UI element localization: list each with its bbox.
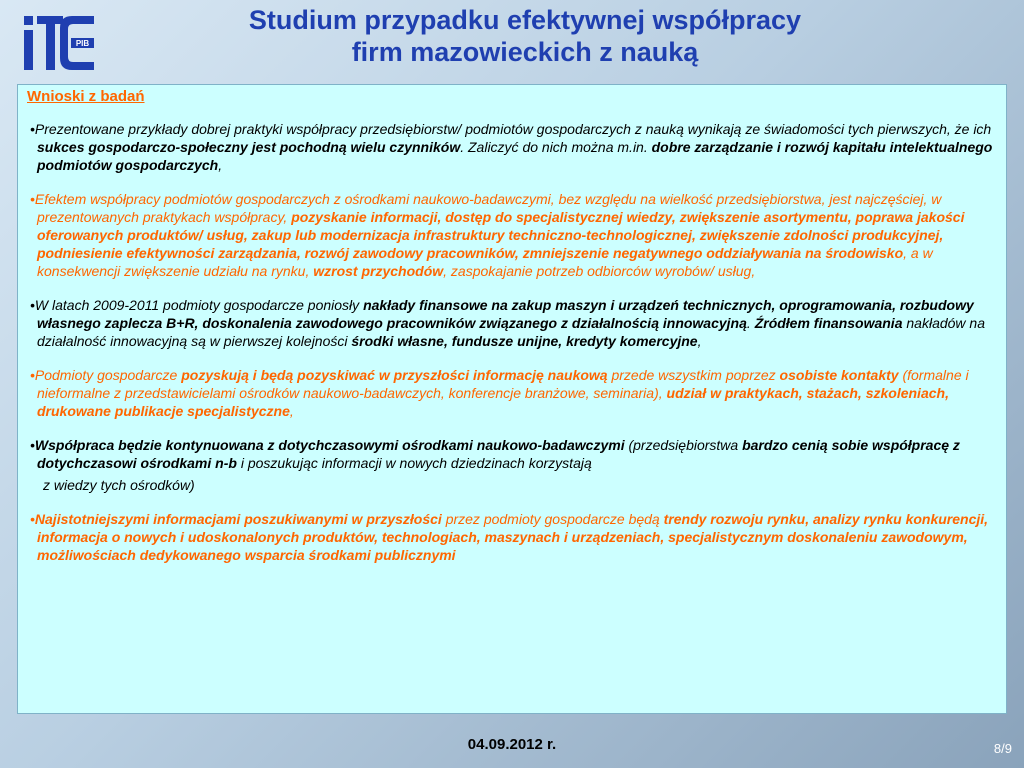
bullet-paragraph — [27, 190, 998, 280]
footer-date: 04.09.2012 r. — [467, 736, 557, 753]
text-run: (przedsiębiorstwa — [624, 437, 743, 453]
bullet-paragraph — [27, 296, 998, 350]
title-line-2: firm mazowieckich z nauką — [351, 37, 699, 67]
bold-text-run: nakłady finansowe na zakup maszyn i urządzeń technicznych, oprogramowania, rozbudowy własnego zaplecza B+R, doskonalenia zawodowego pracowników związanego z działalnością innowacyjną — [37, 297, 974, 331]
ite-pib-logo — [24, 14, 96, 72]
bullet-paragraph — [27, 120, 998, 174]
bold-text-run: sukces gospodarczo-społeczny jest pochodną wielu czynników — [37, 139, 461, 155]
bold-text-run: osobiste kontakty — [779, 367, 899, 383]
bold-text-run: pozyskanie informacji, dostęp do specjalistycznej wiedzy, zwiększenie asortymentu, poprawa jakości oferowanych produktów/ usług, zakup lub modernizacja infrastruktury techniczno-technologicznej, zwiększenie zdolności produkcyjnej, podniesienie efektywności zarządzania, rozwój zawodowy pracowników, zmniejszenie negatywnego oddziaływania na środowisko — [37, 209, 965, 261]
page-number: 8/9 — [993, 741, 1012, 756]
bold-text-run: Źródłem finansowania — [754, 315, 903, 331]
bold-text-run: Współpraca będzie kontynuowana z dotychczasowymi ośrodkami naukowo-badawczymi — [34, 437, 625, 453]
bold-text-run: dobre zarządzanie i rozwój kapitału intelektualnego podmiotów gospodarczych — [37, 139, 993, 173]
text-run: , — [697, 333, 702, 349]
logo-letters: ITE — [24, 14, 26, 15]
text-run: (formalne i nieformalne z przedstawicielami ośrodków naukowo-badawczych, konferencje branżowe, seminaria), — [37, 367, 969, 401]
section-heading: Wnioski z badań — [27, 88, 145, 105]
text-run: , — [289, 403, 294, 419]
text-run: • — [30, 437, 35, 453]
bold-text-run: udział w praktykach, stażach, szkoleniach, drukowane publikacje specjalistyczne — [37, 385, 949, 419]
text-run: , zaspokajanie potrzeb odbiorców wyrobów/ usług, — [443, 263, 756, 279]
bullet-paragraph — [27, 366, 998, 420]
slide-title — [150, 4, 900, 68]
text-run: z wiedzy tych ośrodków) — [43, 477, 195, 493]
content-box — [17, 84, 1007, 714]
text-run: • — [30, 511, 35, 527]
text-run: •W latach 2009-2011 podmioty gospodarcze poniosły — [30, 297, 364, 313]
text-run: , — [218, 157, 223, 173]
text-run: i poszukując informacji w nowych dziedzinach korzystają — [236, 455, 592, 471]
text-run: nakładów na działalność innowacyjną są w pierwszej kolejności — [37, 315, 986, 349]
text-run: •Prezentowane przykłady dobrej praktyki współpracy przedsiębiorstw/ podmiotów gospodarczych z nauką wynikają ze świadomości tych pierwszych, że ich — [30, 121, 992, 137]
bold-text-run: środki własne, fundusze unijne, kredyty komercyjne — [351, 333, 698, 349]
bold-text-run: pozyskują i będą pozyskiwać w przyszłości informację naukową — [181, 367, 608, 383]
text-run: przede wszystkim poprzez — [607, 367, 780, 383]
text-run: •Podmioty gospodarcze — [30, 367, 182, 383]
bold-text-run: Najistotniejszymi informacjami poszukiwanymi w przyszłości — [34, 511, 442, 527]
bullet-paragraph — [27, 510, 998, 564]
bullet-paragraph — [27, 436, 998, 494]
title-line-1: Studium przypadku efektywnej współpracy — [248, 5, 802, 35]
text-run: •Efektem współpracy podmiotów gospodarczych z ośrodkami naukowo-badawczymi, bez względu na wielkość przedsiębiorstwa, jest najczęściej, w prezentowanych praktykach współpracy, — [30, 191, 942, 225]
text-run: . — [746, 315, 755, 331]
text-run: , a w konsekwencji zwiększenie udziału na rynku, — [37, 245, 933, 279]
bold-text-run: bardzo cenią sobie współpracę z dotychczasowi ośrodkami n-b — [37, 437, 960, 471]
bold-text-run: trendy rozwoju rynku, analizy rynku konkurencji, informacja o nowych i udoskonalonych produktów, technologiach, maszynach i urządzeniach, specjalistycznym doskonaleniu zawodowym, możliwościach dedykowanego wsparcia środkami publicznymi — [37, 511, 989, 563]
logo-sub: PIB — [75, 39, 90, 48]
text-run: . Zaliczyć do nich można m.in. — [460, 139, 652, 155]
text-run: przez podmioty gospodarcze będą — [441, 511, 664, 527]
bold-text-run: wzrost przychodów — [313, 263, 444, 279]
paragraph-list — [27, 120, 998, 564]
